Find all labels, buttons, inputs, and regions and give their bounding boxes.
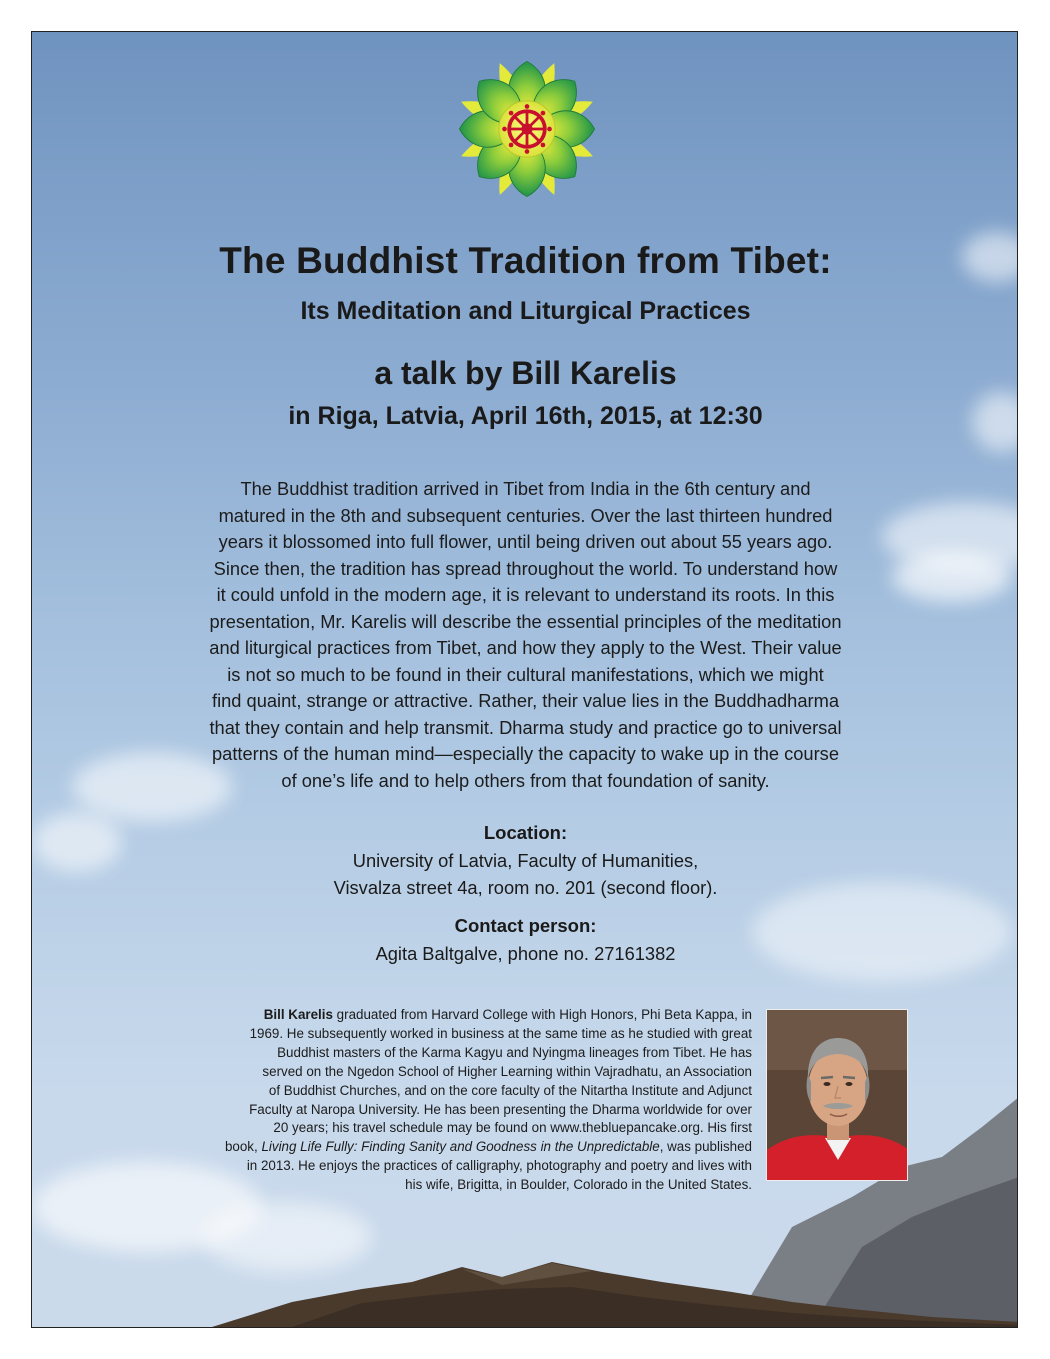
- abstract-line: patterns of the human mind—especially the capacity to wake up in the course: [212, 743, 839, 764]
- cloud: [892, 552, 1012, 602]
- bio-line: of Buddhist Churches, and on the core faculty of the Nitartha Institute and Adjunct: [268, 1082, 752, 1098]
- abstract-line: find quaint, strange or attractive. Rather, their value lies in the Buddhadharma: [211, 690, 839, 711]
- portrait-photo: [766, 1009, 908, 1181]
- book-title: Living Life Fully: Finding Sanity and Goodness in the Unpredictable: [261, 1139, 660, 1155]
- speaker-line: a talk by Bill Karelis: [374, 355, 677, 391]
- location-label: Location:: [483, 822, 568, 843]
- abstract-line: and liturgical practices from Tibet, and how they apply to the West. Their value: [209, 637, 842, 658]
- abstract: [162, 476, 889, 794]
- bio-line: 20 years; his travel schedule may be found on www.thebluepancake.org. His first: [273, 1120, 752, 1136]
- abstract-line: of one’s life and to help others from that foundation of sanity.: [281, 769, 770, 791]
- abstract-line: it could unfold in the modern age, it is relevant to understand its roots. In this: [216, 584, 835, 605]
- location-address: [32, 848, 1018, 901]
- location-line: University of Latvia, Faculty of Humanities,: [352, 850, 699, 871]
- abstract-line: The Buddhist tradition arrived in Tibet from India in the 6th century and: [240, 478, 811, 499]
- bio-line: his wife, Brigitta, in Boulder, Colorado in the United States.: [405, 1177, 752, 1193]
- abstract-line: is not so much to be found in their cultural manifestations, which we might: [227, 663, 824, 685]
- abstract-line: years it blossomed into full flower, until being driven out about 55 years ago.: [218, 531, 833, 552]
- speaker-bio: [162, 1006, 752, 1195]
- abstract-line: presentation, Mr. Karelis will describe the essential principles of the meditation: [209, 610, 842, 632]
- poster: [31, 31, 1018, 1328]
- contact-label: Contact person:: [454, 915, 597, 936]
- page-title: The Buddhist Tradition from Tibet:: [219, 240, 832, 281]
- bio-line: book,: [224, 1139, 262, 1155]
- dharma-wheel-icon: [502, 104, 552, 154]
- portrait-illustration: [767, 1010, 908, 1181]
- date-place-line: in Riga, Latvia, April 16th, 2015, at 12:30: [288, 402, 763, 430]
- bio-line: , was published: [659, 1139, 752, 1155]
- location-line: Visvalza street 4a, room no. 201 (second floor).: [333, 876, 718, 898]
- bio-name: Bill Karelis: [263, 1007, 333, 1022]
- abstract-line: matured in the 8th and subsequent centuries. Over the last thirteen hundred: [218, 504, 833, 526]
- lotus-dharma-wheel-logo: [452, 54, 602, 204]
- bio-line: in 2013. He enjoys the practices of calligraphy, photography and poetry and lives with: [246, 1158, 752, 1174]
- bio-line: Faculty at Naropa University. He has been presenting the Dharma worldwide for over: [249, 1101, 752, 1117]
- bio-line: Buddhist masters of the Karma Kagyu and Nyingma lineages from Tibet. He has: [277, 1044, 752, 1060]
- contact-info: Agita Baltgalve, phone no. 27161382: [375, 943, 676, 964]
- bio-line: served on the Ngedon School of Higher Learning within Vajradhatu, an Association: [262, 1063, 752, 1079]
- abstract-line: that they contain and help transmit. Dharma study and practice go to universal: [209, 716, 842, 738]
- bio-line: graduated from Harvard College with High Honors, Phi Beta Kappa, in: [332, 1007, 752, 1022]
- bio-line: 1969. He subsequently worked in business at the same time as he studied with great: [249, 1025, 752, 1041]
- abstract-line: Since then, the tradition has spread throughout the world. To understand how: [213, 557, 838, 579]
- subtitle: Its Meditation and Liturgical Practices: [300, 297, 751, 325]
